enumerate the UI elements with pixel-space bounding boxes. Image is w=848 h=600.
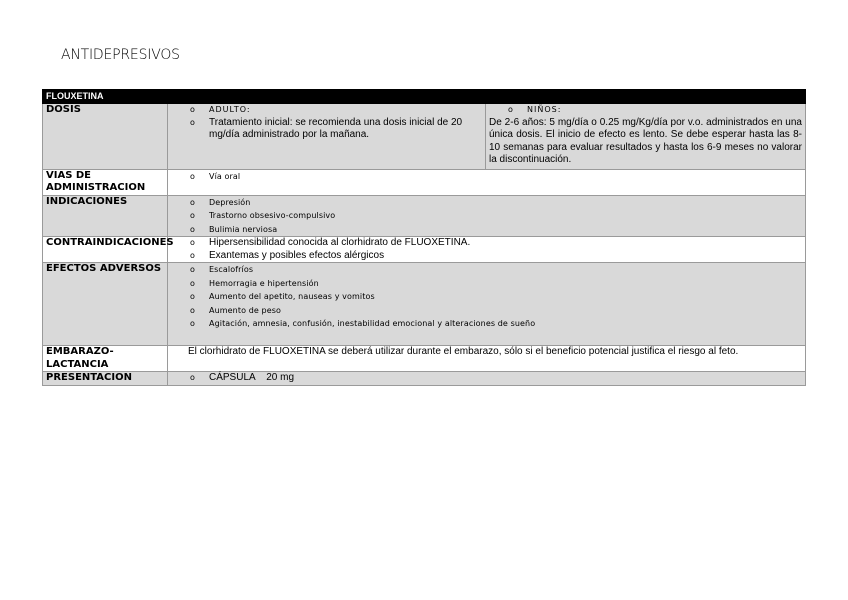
- row-label-contraindicaciones: CONTRAINDICACIONES: [43, 237, 168, 263]
- list-item: o Trastorno obsesivo-compulsivo: [171, 209, 802, 223]
- list-item: o Aumento del apetito, nauseas y vomitos: [171, 290, 802, 304]
- list-item: o Escalofríos: [171, 263, 802, 277]
- row-vias: [43, 169, 806, 195]
- dosis-ninos-cell: [486, 104, 806, 170]
- list-item: o Depresión: [171, 196, 802, 210]
- row-dosis: [43, 104, 806, 170]
- row-efectos: [43, 263, 806, 346]
- dosis-ninos-head: o NIÑOS:: [489, 104, 802, 117]
- list-item: o CÁPSULA 20 mg: [171, 372, 802, 385]
- row-label-vias: [43, 169, 168, 195]
- dosis-adulto-head: o ADULTO:: [171, 104, 482, 117]
- list-item: o Hipersensibilidad conocida al clorhidrato de FLUOXETINA.: [171, 237, 802, 250]
- row-label-dosis: DOSIS: [43, 104, 168, 170]
- row-label-vias-line1: VIAS DE: [46, 169, 92, 181]
- indicaciones-cell: [168, 195, 806, 237]
- drug-table: [42, 89, 806, 386]
- row-label-presentacion: PRESENTACION: [43, 372, 168, 386]
- row-label-embarazo: EMBARAZO-LACTANCIA: [43, 346, 168, 372]
- row-presentacion: [43, 372, 806, 386]
- row-label-vias-line2: ADMINISTRACION: [46, 182, 146, 193]
- list-item: o Vía oral: [171, 170, 802, 184]
- drug-name: FLOUXETINA: [43, 90, 806, 104]
- list-item: o Hemorragia e hipertensión: [171, 277, 802, 291]
- contraindicaciones-cell: [168, 237, 806, 263]
- page-title: ANTIDEPRESIVOS: [61, 47, 180, 63]
- list-item: o Exantemas y posibles efectos alérgicos: [171, 250, 802, 263]
- dosis-adulto-cell: [168, 104, 486, 170]
- efectos-cell: [168, 263, 806, 346]
- vias-cell: [168, 169, 806, 195]
- table-header-row: [43, 90, 806, 104]
- list-item: o Agitación, amnesia, confusión, inestabilidad emocional y alteraciones de sueño: [171, 317, 802, 331]
- row-label-indicaciones: INDICACIONES: [43, 195, 168, 237]
- dosis-ninos-text: De 2-6 años: 5 mg/día o 0.25 mg/Kg/día por v.o. administrados en una única dosis. El inicio de efecto es lento. Se debe esperar hasta las 8-10 semanas para evaluar resultados y hasta los 6-9 meses no valorar la discontinuación.: [489, 116, 802, 165]
- dosis-adulto-text: o Tratamiento inicial: se recomienda una dosis inicial de 20 mg/día administrado por la mañana.: [171, 117, 482, 142]
- row-embarazo: [43, 346, 806, 372]
- embarazo-cell: El clorhidrato de FLUOXETINA se deberá utilizar durante el embarazo, sólo si el beneficio potencial justifica el riesgo al feto.: [168, 346, 806, 372]
- presentacion-cell: [168, 372, 806, 386]
- row-indicaciones: [43, 195, 806, 237]
- list-item: o Aumento de peso: [171, 304, 802, 318]
- list-item: o Bulimia nerviosa: [171, 223, 802, 237]
- row-label-efectos: EFECTOS ADVERSOS: [43, 263, 168, 346]
- row-contraindicaciones: [43, 237, 806, 263]
